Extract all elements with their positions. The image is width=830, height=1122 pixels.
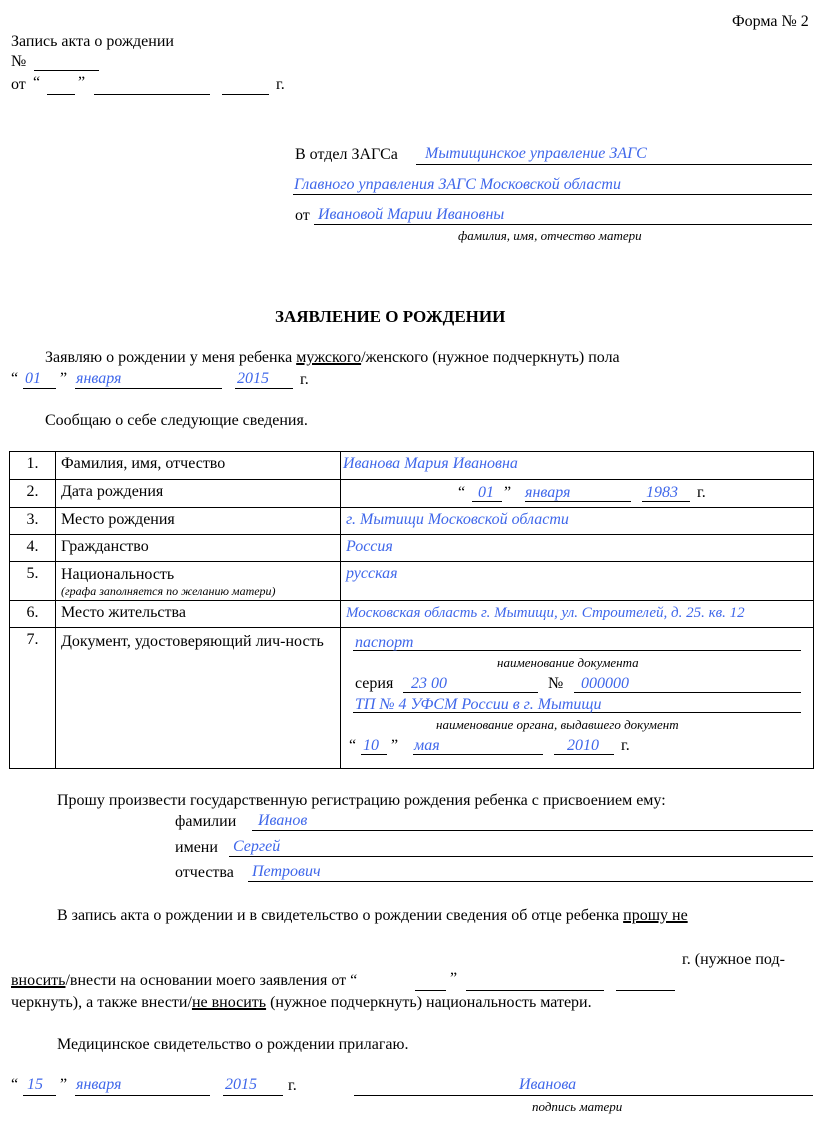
father-line4-text2: (нужное подчеркнуть) национальность матери. (266, 994, 592, 1011)
sign-month-underline (75, 1095, 210, 1096)
declaration-text-before: Заявляю о рождении у меня ребенка (45, 349, 293, 366)
row-number: 3. (10, 508, 56, 535)
child-surname[interactable]: Иванов (258, 812, 308, 829)
nationality-note: (графа заполняется по желанию матери) (61, 584, 276, 598)
father-line4 (11, 994, 592, 1012)
record-title: Запись акта о рождении (11, 33, 174, 50)
declaration-text-after: /женского (нужное подчеркнуть) пола (361, 349, 620, 366)
dob-quote-close: ” (504, 484, 512, 501)
zags-office-line2-underline (293, 194, 812, 195)
row-label: Место жительства (56, 601, 341, 628)
signature-caption: подпись матери (532, 1099, 623, 1114)
father-line1-text: В запись акта о рождении и в свидетельство о рождении сведения об отце ребенка (57, 907, 620, 924)
dob-year-suffix: г. (697, 484, 706, 501)
sign-quote-open: “ (11, 1076, 19, 1093)
declaration-quote-close: ” (60, 370, 68, 387)
nationality-value[interactable]: русская (341, 562, 814, 601)
row-label: Национальность (61, 566, 175, 583)
father-statement-month-field[interactable] (466, 990, 604, 991)
birth-year-suffix: г. (300, 371, 309, 388)
row-label: Дата рождения (56, 480, 341, 508)
page-title: ЗАЯВЛЕНИЕ О РОЖДЕНИИ (275, 307, 506, 326)
citizenship-value[interactable]: Россия (341, 535, 814, 562)
nationality-option-not-include[interactable]: не вносить (191, 994, 267, 1011)
date-of-birth-cell (341, 480, 814, 508)
declaration-gender-selected[interactable]: мужского (296, 349, 362, 366)
zags-office-line1[interactable]: Мытищинское управление ЗАГС (425, 145, 647, 162)
record-month-field[interactable] (94, 94, 210, 95)
row-number: 4. (10, 535, 56, 562)
zags-label: В отдел ЗАГСа (295, 146, 398, 163)
record-number-field[interactable] (34, 70, 99, 71)
row-number: 2. (10, 480, 56, 508)
issue-day[interactable]: 10 (363, 737, 379, 754)
mother-signature[interactable]: Иванова (519, 1076, 577, 1093)
row-label-cell (56, 628, 341, 769)
patronymic-label: отчества (175, 864, 234, 881)
record-from-label: от (11, 76, 26, 93)
table-row (10, 480, 814, 508)
birthplace-value[interactable]: г. Мытищи Московской области (341, 508, 814, 535)
surname-label: фамилии (175, 813, 237, 830)
full-name-value[interactable]: Иванова Мария Ивановна (341, 452, 814, 480)
birth-month-underline (75, 388, 222, 389)
dob-month[interactable]: января (525, 484, 571, 501)
table-row (10, 601, 814, 628)
sign-day[interactable]: 15 (27, 1076, 43, 1093)
dob-day[interactable]: 01 (478, 484, 494, 501)
father-option-include-underlined[interactable]: вносить (11, 972, 66, 989)
row-label-cell (56, 562, 341, 601)
sign-month[interactable]: января (76, 1076, 122, 1093)
father-statement-year-field[interactable] (616, 990, 675, 991)
declaration-quote-open: “ (11, 370, 19, 387)
dob-year[interactable]: 1983 (646, 484, 678, 501)
sign-year[interactable]: 2015 (225, 1076, 257, 1093)
dob-quote-open: “ (458, 484, 466, 501)
registration-request: Прошу произвести государственную регистрацию рождения ребенка с присвоением ему: (57, 792, 666, 809)
father-statement-day-field[interactable] (415, 990, 446, 991)
father-line3-text: /внести на основании моего заявления от (65, 972, 347, 989)
record-year-field[interactable] (222, 94, 269, 95)
row-label: Гражданство (56, 535, 341, 562)
issuer-value[interactable]: ТП № 4 УФСМ России в г. Мытищи (355, 696, 602, 713)
issue-year-suffix: г. (621, 737, 630, 754)
issue-quote-close: ” (391, 737, 399, 754)
table-row (10, 535, 814, 562)
birth-month[interactable]: января (76, 370, 122, 387)
sign-year-underline (223, 1095, 283, 1096)
applicant-underline (314, 224, 812, 225)
applicant-from-label: от (295, 207, 310, 224)
table-row (10, 562, 814, 601)
father-line1 (57, 907, 688, 925)
series-value[interactable]: 23 00 (411, 675, 447, 692)
sign-day-underline (23, 1095, 56, 1096)
table-row (10, 508, 814, 535)
record-quote-close: ” (78, 74, 86, 91)
birth-day[interactable]: 01 (25, 370, 41, 387)
birth-year-underline (235, 388, 293, 389)
birth-year[interactable]: 2015 (237, 370, 269, 387)
sign-quote-close: ” (60, 1076, 68, 1093)
record-day-field[interactable] (47, 94, 75, 95)
name-label: имени (175, 839, 218, 856)
father-quote-open: “ (350, 972, 358, 989)
issue-quote-open: “ (349, 737, 357, 754)
father-line2-right: г. (нужное под- (682, 951, 785, 968)
attachment-note: Медицинское свидетельство о рождении прилагаю. (57, 1036, 409, 1053)
row-number: 5. (10, 562, 56, 601)
father-line4-text1: черкнуть), а также внести/ (11, 994, 192, 1011)
name-underline (229, 856, 813, 857)
father-option-not-include[interactable]: прошу не (623, 907, 688, 924)
row-number: 1. (10, 452, 56, 480)
series-label: серия (355, 675, 394, 692)
doc-name-caption: наименование документа (497, 655, 639, 670)
sign-year-suffix: г. (288, 1077, 297, 1094)
father-line3 (11, 972, 357, 990)
record-quote-open: “ (33, 74, 41, 91)
zags-office-line1-underline (416, 164, 812, 165)
child-name[interactable]: Сергей (233, 838, 281, 855)
doc-number[interactable]: 000000 (581, 675, 629, 692)
info-intro: Сообщаю о себе следующие сведения. (45, 412, 308, 429)
doc-number-label: № (548, 675, 564, 692)
row-label: Место рождения (56, 508, 341, 535)
form-number: Форма № 2 (732, 13, 809, 30)
signature-underline (354, 1095, 813, 1096)
doc-name[interactable]: паспорт (355, 634, 414, 651)
patronymic-underline (248, 881, 813, 882)
applicant-name[interactable]: Ивановой Марии Ивановны (318, 206, 505, 223)
applicant-info-table (9, 451, 814, 769)
issuer-caption: наименование органа, выдавшего документ (436, 717, 679, 732)
record-number-label: № (11, 53, 27, 70)
residence-value[interactable]: Московская область г. Мытищи, ул. Строителей, д. 25. кв. 12 (341, 601, 814, 628)
identity-document-cell (341, 628, 814, 769)
declaration-line (45, 349, 620, 367)
row-label: Документ, удостоверяющий лич-ность (61, 633, 324, 650)
record-year-suffix: г. (276, 76, 285, 93)
issue-year[interactable]: 2010 (567, 737, 599, 754)
birth-day-underline (23, 388, 56, 389)
child-patronymic[interactable]: Петрович (252, 863, 321, 880)
table-row (10, 452, 814, 480)
row-number: 6. (10, 601, 56, 628)
issue-month[interactable]: мая (414, 737, 440, 754)
row-label: Фамилия, имя, отчество (56, 452, 341, 480)
surname-underline (252, 830, 813, 831)
applicant-caption: фамилия, имя, отчество матери (458, 228, 642, 243)
zags-office-line2[interactable]: Главного управления ЗАГС Московской области (294, 176, 621, 193)
table-row (10, 628, 814, 769)
row-number: 7. (10, 628, 56, 769)
father-quote-close: ” (450, 970, 458, 987)
